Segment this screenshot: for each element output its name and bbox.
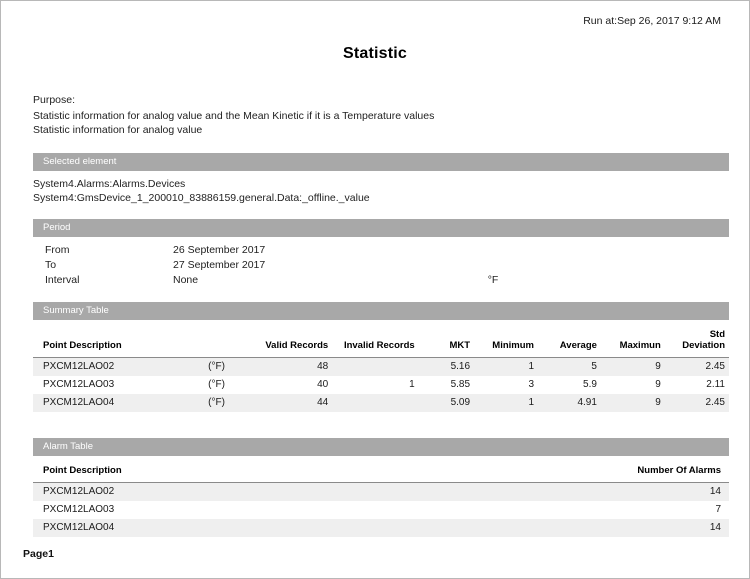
summary-col-point-description: Point Description bbox=[33, 326, 180, 358]
period-from-unit bbox=[433, 243, 553, 258]
summary-table bbox=[33, 326, 729, 412]
summary-col-mkt: MKT bbox=[419, 326, 474, 358]
summary-cell-valid: 48 bbox=[254, 358, 333, 377]
summary-cell-valid: 40 bbox=[317, 379, 329, 390]
period-row bbox=[33, 273, 729, 288]
period-to-unit bbox=[433, 258, 553, 273]
summary-cell-point: PXCM12LAO02 bbox=[33, 358, 180, 377]
summary-cell-max: 9 bbox=[601, 394, 665, 412]
period-from-label: From bbox=[45, 244, 70, 256]
alarm-col-number-of-alarms: Number Of Alarms bbox=[597, 462, 729, 483]
summary-col-std-deviation: Std Deviation bbox=[665, 326, 729, 358]
summary-cell-std: 2.45 bbox=[665, 394, 729, 412]
summary-cell-mkt: 5.09 bbox=[419, 394, 474, 412]
period-to-value: 27 September 2017 bbox=[173, 259, 266, 271]
summary-cell-avg: 4.91 bbox=[538, 394, 601, 412]
period-interval-label: Interval bbox=[45, 274, 80, 286]
alarm-table-head bbox=[33, 462, 729, 483]
summary-cell-avg: 5.9 bbox=[583, 379, 597, 390]
summary-table-section-header: Summary Table bbox=[33, 302, 729, 320]
summary-cell-max: 9 bbox=[601, 358, 665, 377]
summary-cell-unit: (°F) bbox=[180, 358, 254, 377]
alarm-table-header-row bbox=[33, 462, 729, 483]
period-body bbox=[33, 243, 729, 288]
period-from-value: 26 September 2017 bbox=[173, 244, 266, 256]
selected-element-line-2: System4:GmsDevice_1_200010_83886159.general.Data:_offline._value bbox=[33, 192, 370, 204]
summary-col-invalid-records: Invalid Records bbox=[332, 326, 418, 358]
summary-col-minimum: Minimum bbox=[474, 326, 538, 358]
selected-element-body bbox=[33, 177, 729, 205]
period-row bbox=[33, 258, 729, 273]
selected-element-section-header: Selected element bbox=[33, 153, 729, 171]
summary-cell-mkt: 5.85 bbox=[450, 379, 471, 390]
summary-table-header-row bbox=[33, 326, 729, 358]
summary-cell-avg: 5 bbox=[538, 358, 601, 377]
summary-cell-max: 9 bbox=[655, 379, 661, 390]
period-interval-value: None bbox=[173, 274, 199, 286]
table-row bbox=[33, 483, 729, 502]
alarm-cell-point: PXCM12LAO04 bbox=[33, 519, 597, 537]
summary-col-valid-records: Valid Records bbox=[254, 326, 333, 358]
summary-cell-mkt: 5.16 bbox=[419, 358, 474, 377]
summary-cell-valid: 44 bbox=[254, 394, 333, 412]
summary-cell-min: 1 bbox=[474, 394, 538, 412]
summary-cell-invalid bbox=[332, 394, 418, 412]
selected-element-line-1: System4.Alarms:Alarms.Devices bbox=[33, 178, 186, 190]
summary-cell-invalid bbox=[332, 358, 418, 377]
alarm-table bbox=[33, 462, 729, 537]
table-row bbox=[33, 501, 729, 519]
alarm-cell-point: PXCM12LAO03 bbox=[43, 504, 115, 515]
purpose-block bbox=[33, 93, 729, 137]
summary-col-average: Average bbox=[538, 326, 601, 358]
summary-table-body bbox=[33, 358, 729, 413]
summary-col-maximum: Maximun bbox=[601, 326, 665, 358]
summary-col-unit bbox=[180, 326, 254, 358]
table-row bbox=[33, 358, 729, 377]
summary-cell-unit: (°F) bbox=[208, 379, 225, 390]
alarm-col-point-description: Point Description bbox=[33, 462, 597, 483]
period-section-header: Period bbox=[33, 219, 729, 237]
run-at-timestamp: Run at:Sep 26, 2017 9:12 AM bbox=[583, 15, 721, 27]
summary-cell-invalid: 1 bbox=[409, 379, 415, 390]
page-title: Statistic bbox=[342, 45, 408, 62]
alarm-table-section-header: Alarm Table bbox=[33, 438, 729, 456]
report-content bbox=[1, 1, 749, 578]
purpose-line-1: Statistic information for analog value and the Mean Kinetic if it is a Temperature values bbox=[33, 110, 435, 122]
summary-cell-min: 1 bbox=[474, 358, 538, 377]
alarm-cell-count: 14 bbox=[597, 483, 729, 502]
summary-cell-point: PXCM12LAO03 bbox=[43, 379, 115, 390]
summary-cell-min: 3 bbox=[528, 379, 534, 390]
summary-cell-std: 2.45 bbox=[665, 358, 729, 377]
alarm-cell-count: 14 bbox=[597, 519, 729, 537]
purpose-line-2: Statistic information for analog value bbox=[33, 124, 203, 136]
alarm-table-body bbox=[33, 483, 729, 538]
table-gap bbox=[21, 418, 729, 438]
period-row bbox=[33, 243, 729, 258]
period-interval-unit: °F bbox=[487, 274, 499, 286]
purpose-label: Purpose: bbox=[33, 94, 76, 106]
table-row bbox=[33, 394, 729, 412]
summary-cell-point: PXCM12LAO04 bbox=[33, 394, 180, 412]
page-number: Page1 bbox=[23, 548, 54, 560]
summary-cell-unit: (°F) bbox=[180, 394, 254, 412]
summary-cell-std: 2.11 bbox=[706, 379, 725, 390]
table-row bbox=[33, 376, 729, 394]
table-row bbox=[33, 519, 729, 537]
alarm-cell-point: PXCM12LAO02 bbox=[33, 483, 597, 502]
alarm-cell-count: 7 bbox=[715, 504, 721, 515]
summary-table-head bbox=[33, 326, 729, 358]
period-to-label: To bbox=[45, 259, 57, 271]
